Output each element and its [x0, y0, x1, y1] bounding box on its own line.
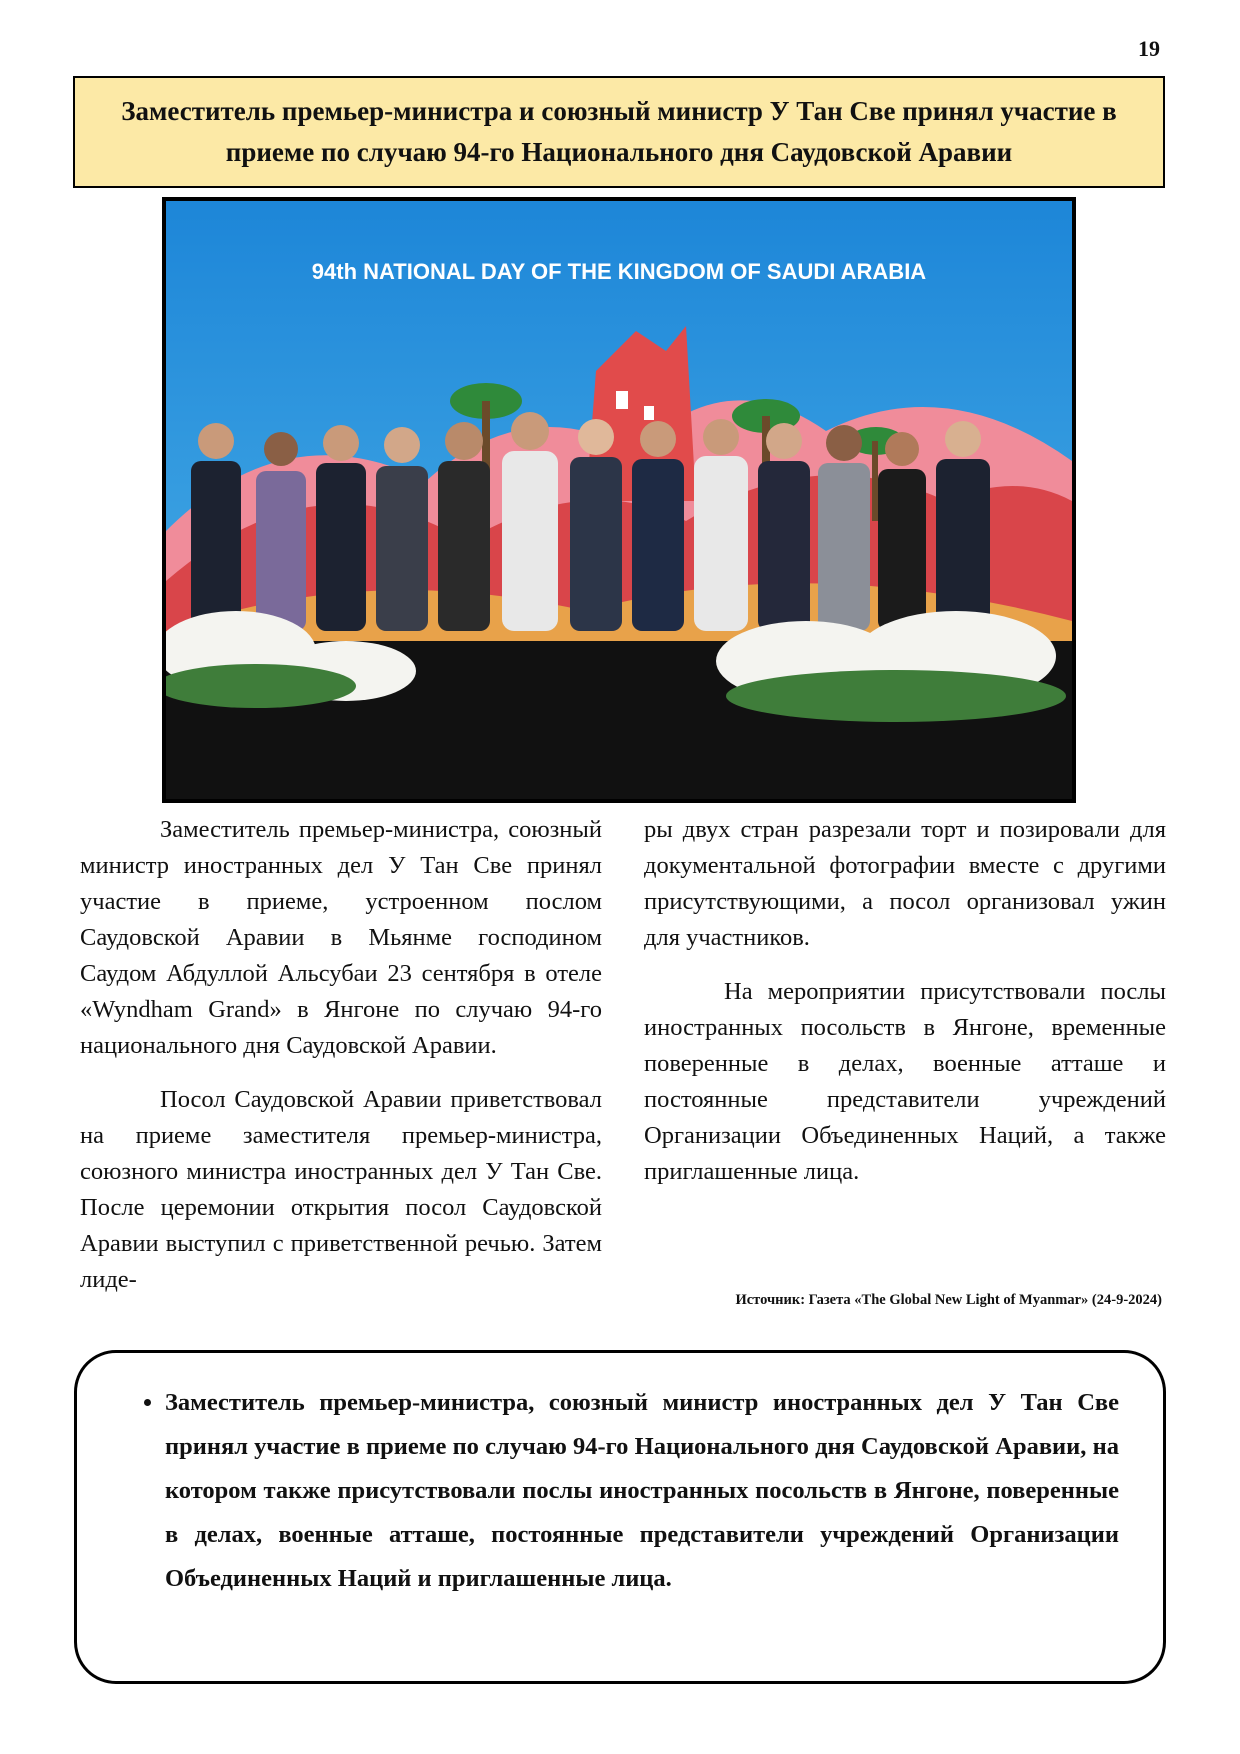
article-column-right	[644, 812, 1166, 1190]
banner-text: 94th NATIONAL DAY OF THE KINGDOM OF SAUDI ARABIA	[311, 259, 927, 284]
article-paragraph: ры двух стран разрезали торт и позировали для документальной фотографии вместе с другими присутствующими, а посол организовал ужин для участников.	[644, 816, 1166, 951]
article-paragraph: Заместитель премьер-министра, союзный министр иностранных дел У Тан Све принял участие в приеме, устроенном послом Саудовской Аравии в Мьянме господином Саудом Абдуллой Альсубаи 23 сентября в отеле «Wyndham Grand» в Янгоне по случаю 94-го национального дня Саудовской Аравии.	[80, 816, 602, 1059]
source-credit: Источник: Газета «The Global New Light of Myanmar» (24-9-2024)	[735, 1292, 1162, 1308]
article-paragraph: На мероприятии присутствовали послы иностранных посольств в Янгоне, временные поверенные в делах, военные атташе и постоянные представители учреждений Организации Объединенных Наций, а также приглашенные лица.	[644, 978, 1166, 1185]
event-photo	[162, 197, 1076, 803]
headline: Заместитель премьер-министра и союзный министр У Тан Све принял участие в приеме по случаю 94-го Национального дня Саудовской Аравии	[121, 96, 1117, 167]
summary-bullet: • Заместитель премьер-министра, союзный министр иностранных дел У Тан Све принял участие в приеме по случаю 94-го Национального дня Саудовской Аравии, на котором также присутствовали послы иностранных посольств в Янгоне, поверенные в делах, военные атташе, постоянные представители учреждений Организации Объединенных Наций и приглашенные лица.	[165, 1381, 1119, 1601]
article-paragraph: Посол Саудовской Аравии приветствовал на приеме заместителя премьер-министра, союзного министра иностранных дел У Тан Све. После церемонии открытия посол Саудовской Аравии выступил с приветственной речью. Затем лиде-	[80, 1086, 602, 1293]
summary-box	[74, 1350, 1166, 1684]
headline-box	[73, 76, 1165, 188]
event-photo-illustration	[166, 201, 1072, 799]
article-column-left	[80, 812, 602, 1298]
page-number: 19	[1138, 36, 1160, 61]
